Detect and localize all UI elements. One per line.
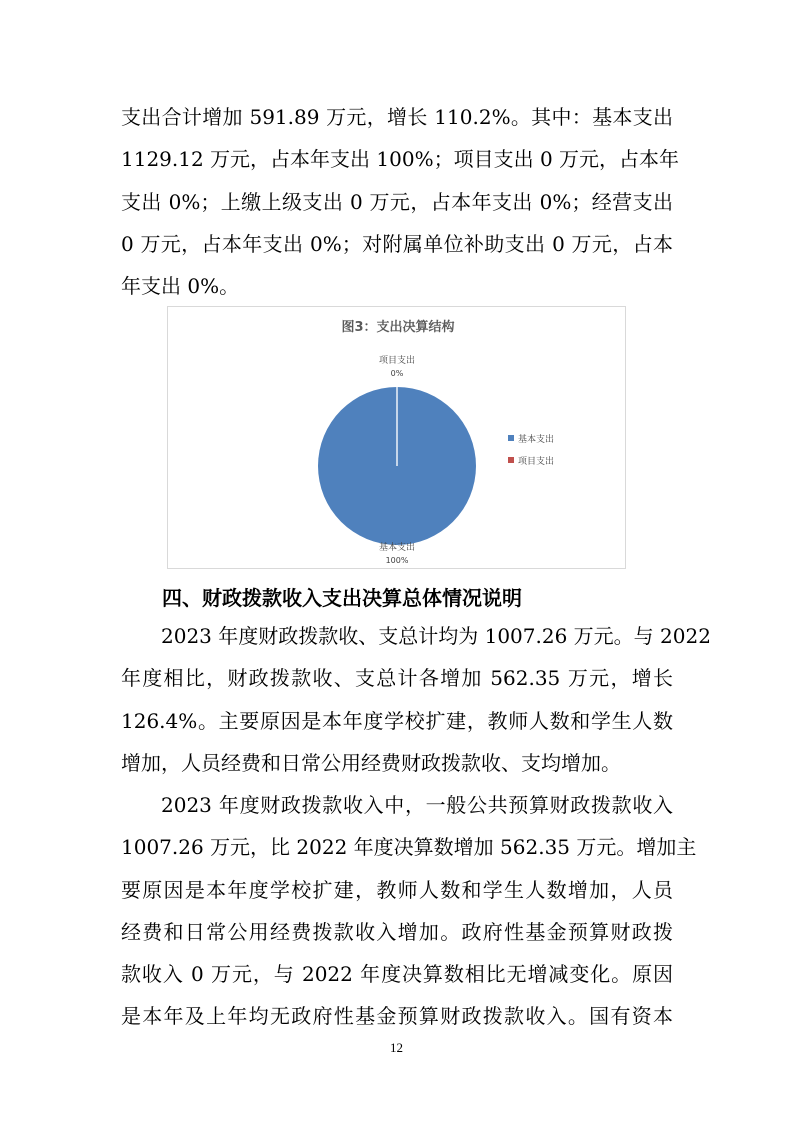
text-line: 年度相比，财政拨款收、支总计各增加 562.35 万元，增长 <box>121 666 673 690</box>
legend-swatch-xiangmu <box>508 457 514 463</box>
text-line: 126.4%。主要原因是本年度学校扩建，教师人数和学生人数 <box>121 709 673 733</box>
text-line: 年支出 0%。 <box>121 274 240 298</box>
legend-swatch-jiben <box>508 435 514 441</box>
pie-chart-canvas <box>168 307 625 568</box>
data-label-xiangmu-pct: 0% <box>390 369 404 378</box>
text-line: 1129.12 万元，占本年支出 100%；项目支出 0 万元，占本年 <box>121 147 680 171</box>
legend-entry-xiangmu: 项目支出 <box>518 457 555 467</box>
pie-chart-expenditure-structure <box>167 306 626 569</box>
text-line: 经费和日常公用经费拨款收入增加。政府性基金预算财政拨 <box>121 920 673 944</box>
page-number: 12 <box>390 1040 403 1055</box>
chart-title: 图3：支出决算结构 <box>341 320 455 335</box>
data-label-jiben-pct: 100% <box>385 556 409 565</box>
text-line: 支出 0%；上缴上级支出 0 万元，占本年支出 0%；经营支出 <box>121 190 673 214</box>
text-line: 支出合计增加 591.89 万元，增长 110.2%。其中：基本支出 <box>121 105 673 129</box>
section-heading: 四、财政拨款收入支出决算总体情况说明 <box>162 586 522 610</box>
text-line: 要原因是本年度学校扩建，教师人数和学生人数增加，人员 <box>121 878 673 902</box>
text-line: 是本年及上年均无政府性基金预算财政拨款收入。国有资本 <box>121 1004 673 1028</box>
text-line: 1007.26 万元，比 2022 年度决算数增加 562.35 万元。增加主 <box>121 835 697 859</box>
text-line: 0 万元，占本年支出 0%；对附属单位补助支出 0 万元，占本 <box>121 232 673 256</box>
text-line: 2023 年度财政拨款收入中，一般公共预算财政拨款收入 <box>161 793 673 817</box>
text-line: 款收入 0 万元，与 2022 年度决算数相比无增减变化。原因 <box>121 962 673 986</box>
data-label-jiben-name: 基本支出 <box>378 543 416 553</box>
text-line: 2023 年度财政拨款收、支总计均为 1007.26 万元。与 2022 <box>161 624 711 648</box>
legend-entry-jiben: 基本支出 <box>518 435 555 445</box>
text-line: 增加，人员经费和日常公用经费财政拨款收、支均增加。 <box>121 751 621 775</box>
data-label-xiangmu-name: 项目支出 <box>378 356 416 366</box>
